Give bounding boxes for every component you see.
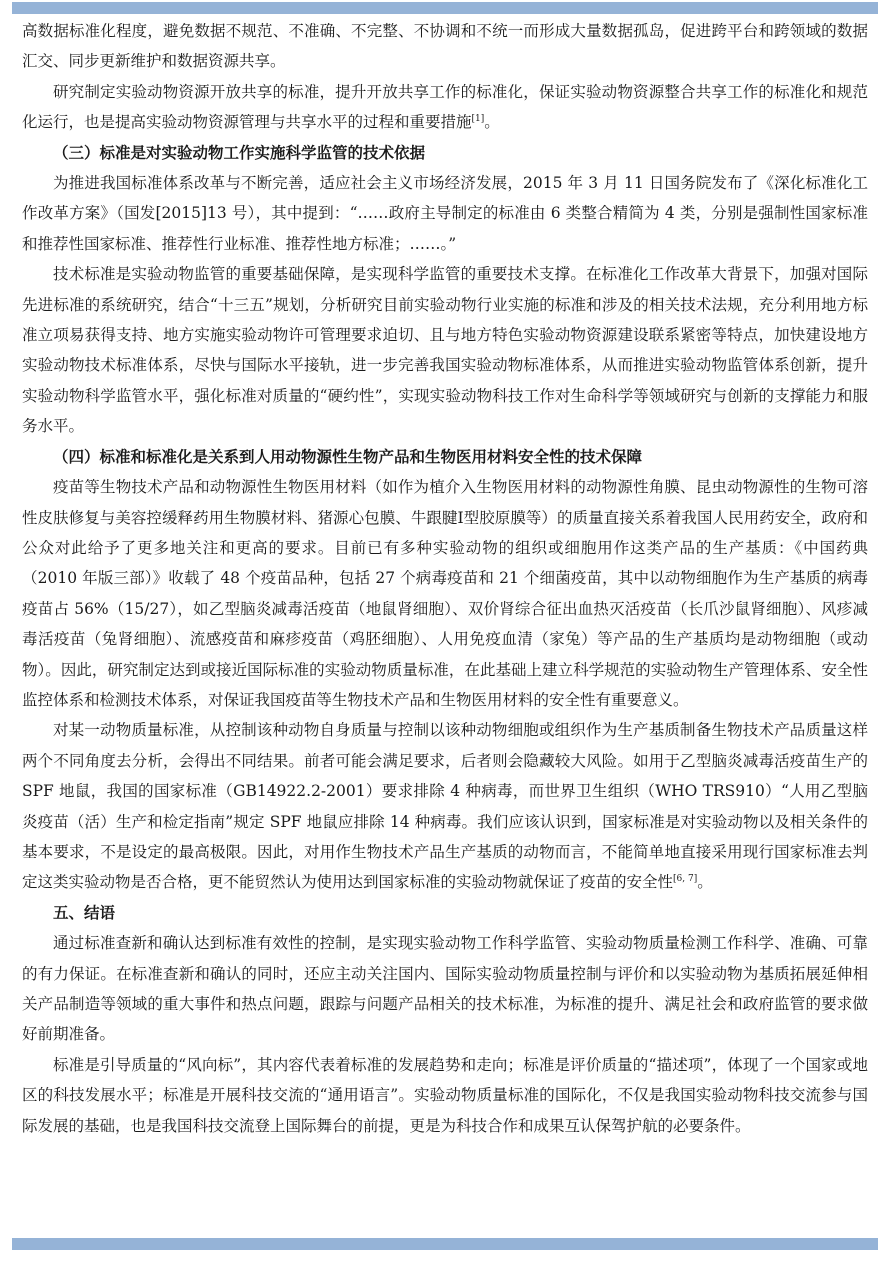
section-heading-5: 五、结语	[53, 902, 116, 922]
paragraph-text: 研究制定实验动物资源开放共享的标准，提升开放共享工作的标准化，保证实验动物资源整合共享工作的标准化和规范化运行，也是提高实验动物资源管理与共享水平的过程和重要措施	[22, 82, 868, 132]
top-decorative-rule	[12, 2, 878, 14]
citation-ref: [1]	[471, 114, 485, 125]
paragraph-end: 。	[484, 113, 500, 132]
paragraph-resource-sharing	[22, 77, 868, 138]
paragraph-end: 。	[697, 873, 713, 892]
bottom-decorative-rule	[12, 1238, 878, 1250]
paragraph-text: 对某一动物质量标准，从控制该种动物自身质量与控制以该种动物细胞或组织作为生产基质制备生物技术产品质量这样两个不同角度去分析，会得出不同结果。前者可能会满足要求，后者则会隐藏较大风险。如用于乙型脑炎减毒活疫苗生产的 SPF 地鼠，我国的国家标准（GB14922.2-2001）要求排除 4 种病毒，而世界卫生组织（WHO TRS910）“人用乙型脑炎疫苗（活）生产和检定指南”规定 SPF 地鼠应排除 14 种病毒。我们应该认识到，国家标准是对实验动物以及相关条件的基本要求，不是设定的最高极限。因此，对用作生物技术产品生产基质的动物而言，不能简单地直接采用现行国家标准去判定这类实验动物是否合格，更不能贸然认为使用达到国家标准的实验动物就保证了疫苗的安全性	[22, 721, 868, 892]
paragraph-vaccine-safety: 疫苗等生物技术产品和动物源性生物医用材料（如作为植介入生物医用材料的动物源性角膜、昆虫动物源性的生物可溶性皮肤修复与美容控缓释药用生物膜材料、猪源心包膜、牛跟腱Ⅰ型胶原膜等）的质量直接关系着我国人民用药安全，政府和公众对此给予了更多地关注和更高的要求。目前已有多种实验动物的组织或细胞用作这类产品的生产基质：《中国药典（2010 年版三部）》收载了 48 个疫苗品种，包括 27 个病毒疫苗和 21 个细菌疫苗，其中以动物细胞作为生产基质的病毒疫苗占 56%（15/27），如乙型脑炎减毒活疫苗（地鼠肾细胞）、双价肾综合征出血热灭活疫苗（长爪沙鼠肾细胞）、风疹减毒活疫苗（兔肾细胞）、流感疫苗和麻疹疫苗（鸡胚细胞）、人用免疫血清（家兔）等产品的生产基质均是动物细胞（或动物）。因此，研究制定达到或接近国际标准的实验动物质量标准，在此基础上建立科学规范的实验动物生产管理体系、安全性监控体系和检测技术体系，对保证我国疫苗等生物技术产品和生物医用材料的安全性有重要意义。	[22, 478, 868, 709]
paragraph-technical-standard: 技术标准是实验动物监管的重要基础保障，是实现科学监管的重要技术支撑。在标准化工作改革大背景下，加强对国际先进标准的系统研究，结合“十三五”规划，分析研究目前实验动物行业实施的标准和涉及的相关技术法规，充分利用地方标准立项易获得支持、地方实施实验动物许可管理要求迫切、且与地方特色实验动物资源建设联系紧密等特点，加快建设地方实验动物技术标准体系，尽快与国际水平接轨，进一步完善我国实验动物标准体系，从而推进实验动物监管体系创新，提升实验动物科学监管水平，强化标准对质量的“硬约性”，实现实验动物科技工作对生命科学等领域研究与创新的支撑能力和服务水平。	[22, 265, 868, 436]
section-heading-3: （三）标准是对实验动物工作实施科学监管的技术依据	[53, 142, 426, 162]
paragraph-conclusion-1: 通过标准查新和确认达到标准有效性的控制，是实现实验动物工作科学监管、实验动物质量检测工作科学、准确、可靠的有力保证。在标准查新和确认的同时，还应主动关注国内、国际实验动物质量控制与评价和以实验动物为基质拓展延伸相关产品制造等领域的重大事件和热点问题，跟踪与问题产品相关的技术标准，为标准的提升、满足社会和政府监管的要求做好前期准备。	[22, 934, 868, 1044]
paragraph-continued: 高数据标准化程度，避免数据不规范、不准确、不完整、不协调和不统一而形成大量数据孤岛，促进跨平台和跨领域的数据汇交、同步更新维护和数据资源共享。	[22, 22, 868, 71]
citation-ref: [6, 7]	[673, 874, 698, 885]
paragraph-standard-reform: 为推进我国标准体系改革与不断完善，适应社会主义市场经济发展，2015 年 3 月 11 日国务院发布了《深化标准化工作改革方案》（国发[2015]13 号），其中提到：“……政府主导制定的标准由 6 类整合精简为 4 类，分别是强制性国家标准和推荐性国家标准、推荐性行业标准、推荐性地方标准；……。”	[22, 174, 868, 253]
paragraph-conclusion-2: 标准是引导质量的“风向标”，其内容代表着标准的发展趋势和走向；标准是评价质量的“描述项”，体现了一个国家或地区的科技发展水平；标准是开展科技交流的“通用语言”。实验动物质量标准的国际化，不仅是我国实验动物科技交流参与国际发展的基础，也是我国科技交流登上国际舞台的前提，更是为科技合作和成果互认保驾护航的必要条件。	[22, 1055, 868, 1135]
section-heading-4: （四）标准和标准化是关系到人用动物源性生物产品和生物医用材料安全性的技术保障	[53, 446, 643, 466]
article-body	[22, 16, 868, 1141]
paragraph-quality-standard	[22, 715, 868, 897]
